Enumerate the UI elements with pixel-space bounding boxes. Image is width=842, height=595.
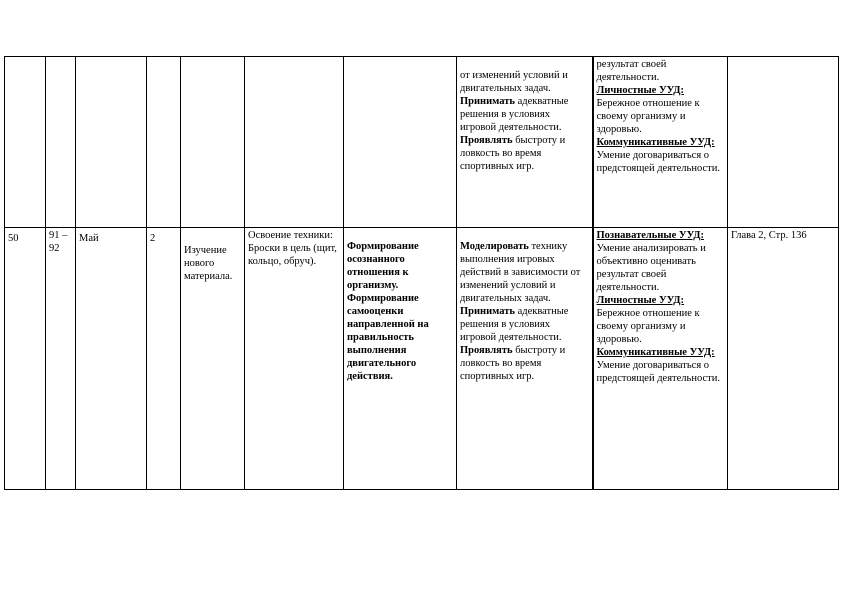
cell-topic [245, 57, 344, 228]
cell-topic: Освоение техники: Броски в цель (щит, кольцо, обруч). [245, 228, 344, 490]
uud-item: Бережное отношение к своему организму и здоровью. [596, 308, 700, 345]
cell-hours: 91 – 92 [46, 228, 76, 490]
activity-item: Принимать адекватные решения в условиях игровой деятельности. [460, 306, 569, 343]
cell-lesson-type: Изучение нового материала. [181, 228, 245, 490]
lesson-plan-table [4, 56, 839, 490]
cell-number: 50 [5, 228, 46, 490]
cell-count [147, 57, 181, 228]
cell-month [76, 57, 147, 228]
uud-item: Коммуникативные УУД: Умение договариваться о предстоящей деятельности. [596, 137, 720, 174]
cell-uud [593, 228, 728, 490]
uud-item: Познавательные УУД: Умение анализировать и объективно оценивать результат своей деятельности. [596, 230, 706, 293]
activity-item: Проявлять быстроту и ловкость во время спортивных игр. [460, 135, 566, 172]
table-row [5, 228, 839, 490]
cell-count: 2 [147, 228, 181, 490]
uud-item: Личностные УУД: [596, 295, 685, 306]
cell-activities [457, 228, 593, 490]
activity-item: Моделировать технику выполнения игровых действий в зависимости от изменений условий и двигательных задач. [460, 241, 581, 304]
uud-item: результат своей деятельности. [596, 59, 667, 83]
cell-personal [344, 57, 457, 228]
cell-reference: Глава 2, Стр. 136 [728, 228, 839, 490]
cell-hours [46, 57, 76, 228]
uud-item: Личностные УУД: [596, 85, 685, 96]
uud-item: Бережное отношение к своему организму и здоровью. [596, 98, 700, 135]
cell-uud [593, 57, 728, 228]
activity-item: Принимать адекватные решения в условиях игровой деятельности. [460, 96, 569, 133]
cell-number [5, 57, 46, 228]
cell-month: Май [76, 228, 147, 490]
cell-lesson-type [181, 57, 245, 228]
activity-item: Проявлять быстроту и ловкость во время спортивных игр. [460, 345, 566, 382]
activity-item: от изменений условий и двигательных задач. [460, 70, 568, 94]
cell-activities [457, 57, 593, 228]
cell-personal: Формирование осознанного отношения к организму. Формирование самооценки направленной на правильность выполнения двигательного действия. [344, 228, 457, 490]
table-row [5, 57, 839, 228]
cell-reference [728, 57, 839, 228]
uud-item: Коммуникативные УУД: Умение договариваться о предстоящей деятельности. [596, 347, 720, 384]
